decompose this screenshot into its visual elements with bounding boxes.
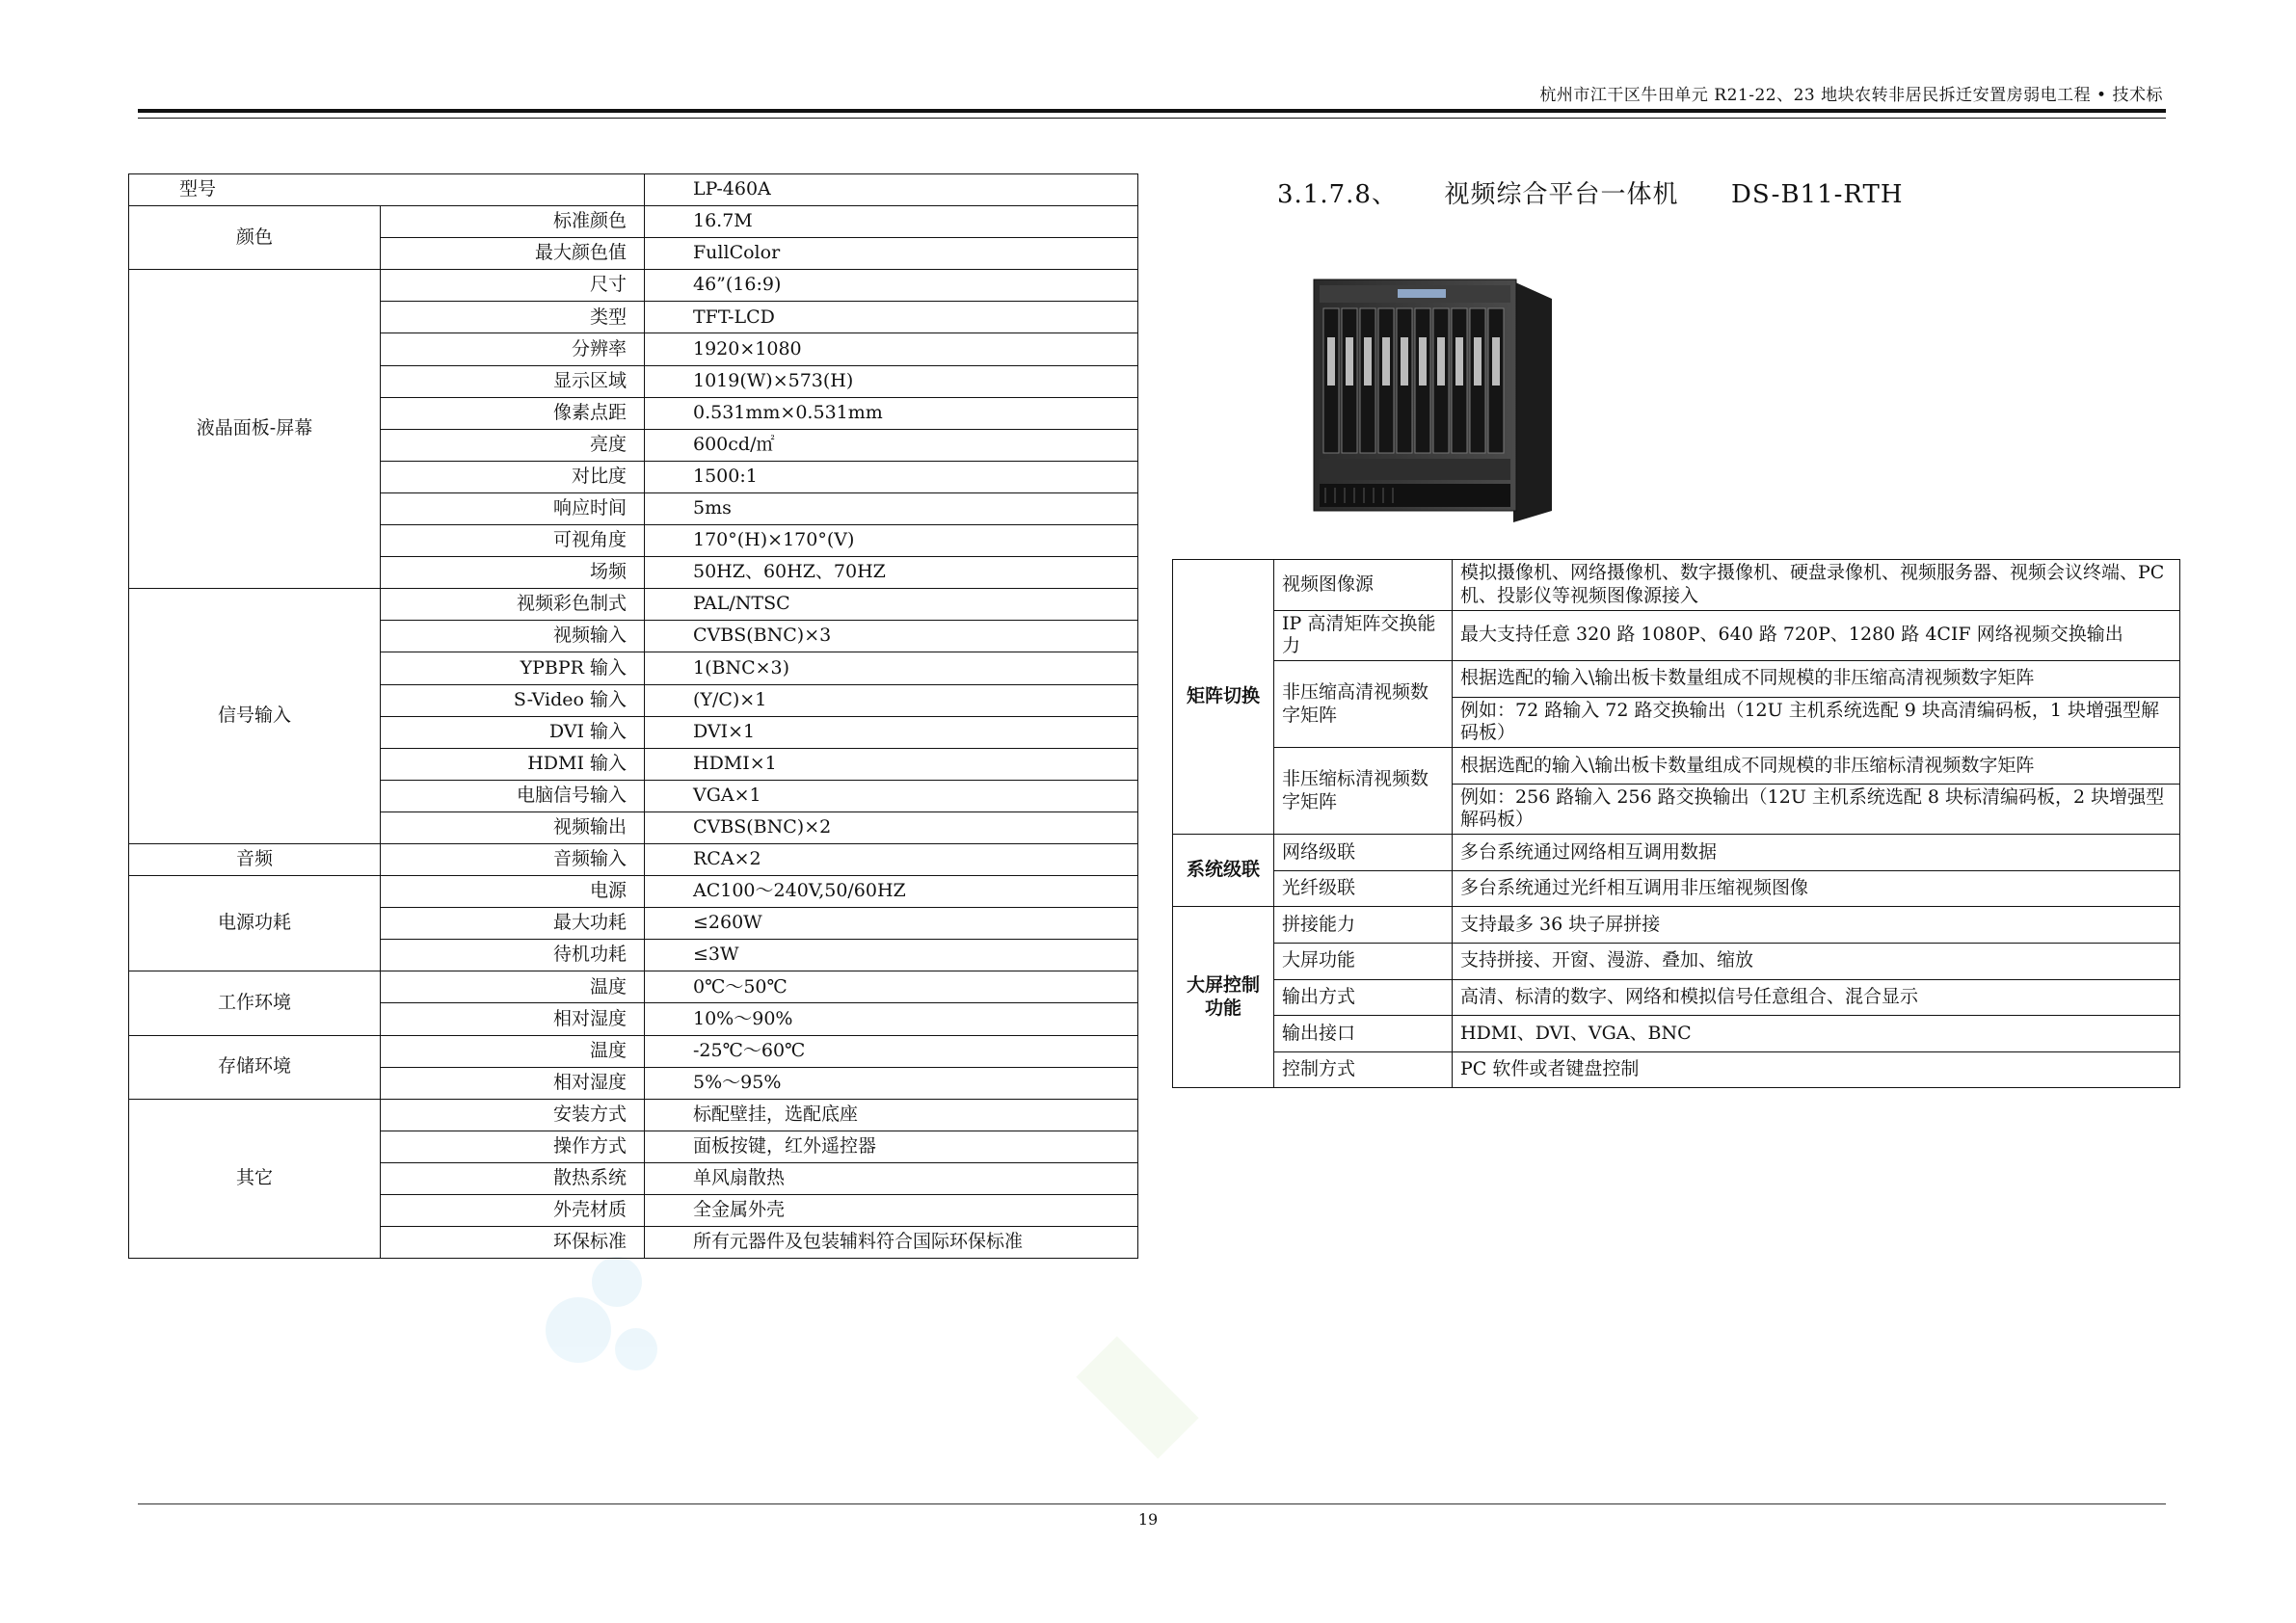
- table-row: [1173, 943, 2180, 979]
- spec-value: PAL/NTSC: [645, 589, 1138, 621]
- feature-detail: 根据选配的输入\输出板卡数量组成不同规模的非压缩高清视频数字矩阵: [1453, 661, 2180, 698]
- spec-label: 环保标准: [381, 1227, 645, 1259]
- section-model: DS-B11-RTH: [1731, 180, 1904, 209]
- feature-name: 非压缩高清视频数字矩阵: [1274, 661, 1453, 748]
- feature-detail: HDMI、DVI、VGA、BNC: [1453, 1016, 2180, 1052]
- spec-group-name: 其它: [129, 1099, 381, 1258]
- section-number: 3.1.7.8、: [1277, 180, 1398, 209]
- spec-value: FullColor: [645, 238, 1138, 270]
- spec-label: 视频输入: [381, 621, 645, 652]
- spec-value: (Y/C)×1: [645, 684, 1138, 716]
- spec-value: 0℃～50℃: [645, 971, 1138, 1003]
- section-title: 视频综合平台一体机: [1444, 180, 1679, 209]
- spec-group-name: 音频: [129, 843, 381, 875]
- feature-name: 输出接口: [1274, 1016, 1453, 1052]
- spec-label: 分辨率: [381, 333, 645, 365]
- spec-label: 像素点距: [381, 397, 645, 429]
- spec-label: 场频: [381, 557, 645, 589]
- spec-label: 可视角度: [381, 525, 645, 557]
- spec-value: 0.531mm×0.531mm: [645, 397, 1138, 429]
- feature-name: 非压缩标清视频数字矩阵: [1274, 748, 1453, 835]
- feature-name: 输出方式: [1274, 979, 1453, 1016]
- feature-detail: 最大支持任意 320 路 1080P、640 路 720P、1280 路 4CIF 网络视频交换输出: [1453, 610, 2180, 661]
- spec-label: 标准颜色: [381, 206, 645, 238]
- feature-name: 光纤级联: [1274, 870, 1453, 907]
- table-row: [1173, 661, 2180, 698]
- spec-value: 600cd/㎡: [645, 429, 1138, 461]
- rack-chassis-image: [1306, 270, 1557, 530]
- spec-value: HDMI×1: [645, 748, 1138, 780]
- feature-name: 网络级联: [1274, 835, 1453, 871]
- section-heading: [1277, 174, 1904, 210]
- spec-label: 相对湿度: [381, 1003, 645, 1035]
- spec-value: 16.7M: [645, 206, 1138, 238]
- spec-group-name: 信号输入: [129, 589, 381, 844]
- spec-value: 5%～95%: [645, 1067, 1138, 1099]
- footer-rule: [138, 1503, 2166, 1504]
- spec-label: 温度: [381, 1035, 645, 1067]
- spec-label: 待机功耗: [381, 940, 645, 971]
- model-label: 型号: [129, 174, 645, 206]
- platform-feature-table: [1172, 559, 2180, 1088]
- spec-value: 1920×1080: [645, 333, 1138, 365]
- feature-name: 大屏功能: [1274, 943, 1453, 979]
- spec-group-name: 工作环境: [129, 971, 381, 1035]
- feature-detail: PC 软件或者键盘控制: [1453, 1051, 2180, 1088]
- table-row: [129, 174, 1138, 206]
- spec-value: -25℃～60℃: [645, 1035, 1138, 1067]
- spec-label: 外壳材质: [381, 1195, 645, 1227]
- spec-label: 响应时间: [381, 492, 645, 524]
- spec-value: CVBS(BNC)×3: [645, 621, 1138, 652]
- spec-label: 尺寸: [381, 270, 645, 302]
- spec-label: HDMI 输入: [381, 748, 645, 780]
- feature-detail: 根据选配的输入\输出板卡数量组成不同规模的非压缩标清视频数字矩阵: [1453, 748, 2180, 785]
- spec-value: 所有元器件及包装辅料符合国际环保标准: [645, 1227, 1138, 1259]
- table-row: [129, 1099, 1138, 1131]
- spec-label: 相对湿度: [381, 1067, 645, 1099]
- spec-value: ≤260W: [645, 908, 1138, 940]
- table-row: [1173, 1051, 2180, 1088]
- spec-value: DVI×1: [645, 716, 1138, 748]
- document-header: 杭州市江干区牛田单元 R21-22、23 地块农转非居民拆迁安置房弱电工程 • 技术标: [1539, 86, 2163, 105]
- spec-label: 电源: [381, 876, 645, 908]
- spec-value: 50HZ、60HZ、70HZ: [645, 557, 1138, 589]
- table-row: [129, 971, 1138, 1003]
- table-row: [129, 1035, 1138, 1067]
- table-row: [1173, 870, 2180, 907]
- spec-group-name: 电源功耗: [129, 876, 381, 971]
- table-row: [129, 843, 1138, 875]
- spec-value: 标配壁挂，选配底座: [645, 1099, 1138, 1131]
- table-row: [1173, 835, 2180, 871]
- table-row: [129, 589, 1138, 621]
- spec-value: ≤3W: [645, 940, 1138, 971]
- spec-label: 温度: [381, 971, 645, 1003]
- spec-value: AC100～240V,50/60HZ: [645, 876, 1138, 908]
- spec-label: 音频输入: [381, 843, 645, 875]
- spec-value: VGA×1: [645, 780, 1138, 812]
- spec-value: 1019(W)×573(H): [645, 365, 1138, 397]
- spec-group-name: 液晶面板-屏幕: [129, 270, 381, 589]
- table-row: [129, 270, 1138, 302]
- spec-value: 46”(16:9): [645, 270, 1138, 302]
- spec-label: 对比度: [381, 461, 645, 492]
- table-row: [1173, 979, 2180, 1016]
- header-rule-thick: [138, 109, 2166, 113]
- page-number: 19: [1137, 1510, 1159, 1529]
- spec-group-name: 存储环境: [129, 1035, 381, 1099]
- spec-label: 亮度: [381, 429, 645, 461]
- spec-label: 电脑信号输入: [381, 780, 645, 812]
- spec-label: 类型: [381, 302, 645, 333]
- spec-label: 安装方式: [381, 1099, 645, 1131]
- feature-name: 拼接能力: [1274, 907, 1453, 944]
- spec-label: 散热系统: [381, 1162, 645, 1194]
- feature-detail: 支持拼接、开窗、漫游、叠加、缩放: [1453, 943, 2180, 979]
- spec-value: TFT-LCD: [645, 302, 1138, 333]
- spec-label: DVI 输入: [381, 716, 645, 748]
- table-row: [1173, 610, 2180, 661]
- spec-value: 全金属外壳: [645, 1195, 1138, 1227]
- spec-value: 170°(H)×170°(V): [645, 525, 1138, 557]
- spec-label: 最大颜色值: [381, 238, 645, 270]
- spec-value: 1(BNC×3): [645, 652, 1138, 684]
- feature-name: 控制方式: [1274, 1051, 1453, 1088]
- spec-group-name: 颜色: [129, 206, 381, 270]
- feature-group-name: 系统级联: [1173, 835, 1274, 907]
- feature-detail: 支持最多 36 块子屏拼接: [1453, 907, 2180, 944]
- spec-value: 面板按键，红外遥控器: [645, 1131, 1138, 1162]
- spec-value: 5ms: [645, 492, 1138, 524]
- spec-value: RCA×2: [645, 843, 1138, 875]
- feature-name: IP 高清矩阵交换能力: [1274, 610, 1453, 661]
- feature-detail: 多台系统通过光纤相互调用非压缩视频图像: [1453, 870, 2180, 907]
- feature-detail: 模拟摄像机、网络摄像机、数字摄像机、硬盘录像机、视频服务器、视频会议终端、PC 机、投影仪等视频图像源接入: [1453, 560, 2180, 611]
- feature-group-name: 矩阵切换: [1173, 560, 1274, 835]
- spec-value: CVBS(BNC)×2: [645, 812, 1138, 843]
- feature-detail: 多台系统通过网络相互调用数据: [1453, 835, 2180, 871]
- spec-label: 最大功耗: [381, 908, 645, 940]
- spec-label: 显示区域: [381, 365, 645, 397]
- table-row: [129, 876, 1138, 908]
- spec-value: 10%～90%: [645, 1003, 1138, 1035]
- feature-detail: 例如：256 路输入 256 路交换输出（12U 主机系统选配 8 块标清编码板，2 块增强型解码板）: [1453, 784, 2180, 835]
- table-row: [1173, 1016, 2180, 1052]
- spec-label: 视频彩色制式: [381, 589, 645, 621]
- feature-name: 视频图像源: [1274, 560, 1453, 611]
- spec-label: YPBPR 输入: [381, 652, 645, 684]
- table-row: [129, 206, 1138, 238]
- spec-label: 操作方式: [381, 1131, 645, 1162]
- table-row: [1173, 907, 2180, 944]
- spec-label: 视频输出: [381, 812, 645, 843]
- lcd-spec-table: [128, 173, 1138, 1259]
- spec-value: 1500:1: [645, 461, 1138, 492]
- table-row: [1173, 748, 2180, 785]
- feature-group-name: 大屏控制功能: [1173, 907, 1274, 1088]
- feature-detail: 高清、标清的数字、网络和模拟信号任意组合、混合显示: [1453, 979, 2180, 1016]
- feature-detail: 例如：72 路输入 72 路交换输出（12U 主机系统选配 9 块高清编码板，1 块增强型解码板）: [1453, 697, 2180, 748]
- table-row: [1173, 560, 2180, 611]
- spec-value: 单风扇散热: [645, 1162, 1138, 1194]
- spec-label: S-Video 输入: [381, 684, 645, 716]
- model-value: LP-460A: [645, 174, 1138, 206]
- header-rule-thin: [138, 118, 2166, 119]
